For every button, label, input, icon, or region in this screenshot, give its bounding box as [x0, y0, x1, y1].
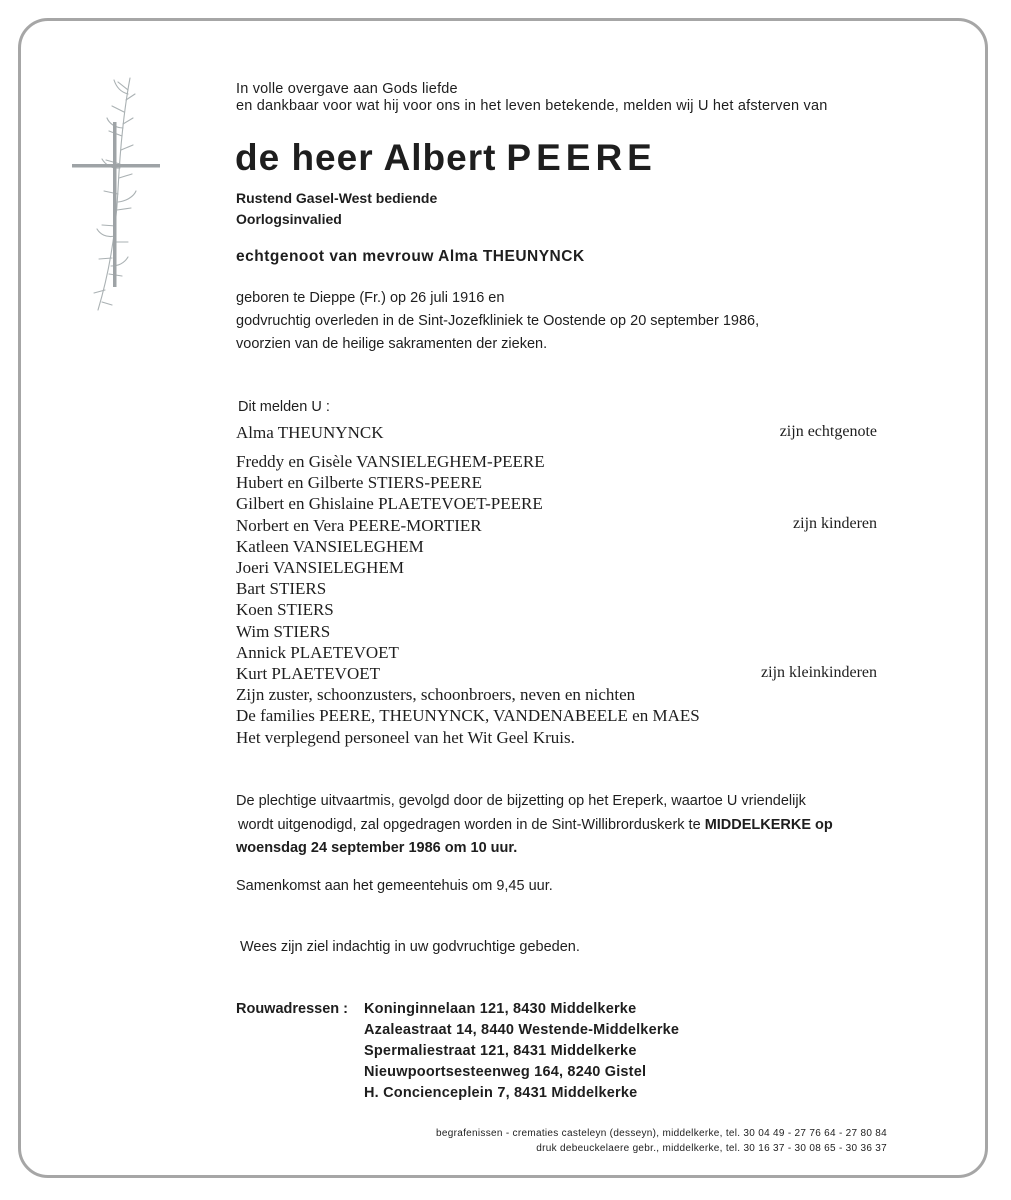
- funeral-line-2-text: wordt uitgenodigd, zal opgedragen worden in de Sint-Willibrorduskerk te: [238, 817, 701, 833]
- mourners-list: [236, 451, 700, 748]
- mourner-row: Het verplegend personeel van het Wit Geel Kruis.: [236, 727, 575, 747]
- spouse-name: Alma THEUNYNCK: [236, 423, 384, 442]
- gathering-line: Samenkomst aan het gemeentehuis om 9,45 uur.: [236, 878, 553, 894]
- funeral-line-1: De plechtige uitvaartmis, gevolgd door de bijzetting op het Ereperk, waartoe U vriendelijk: [236, 793, 806, 809]
- mourner-row: Hubert en Gilberte STIERS-PEERE: [236, 473, 482, 493]
- address-row: Nieuwpoortsesteenweg 164, 8240 Gistel: [364, 1064, 647, 1080]
- mourner-row: Katleen VANSIELEGHEM: [236, 536, 424, 556]
- funeral-line-2: [238, 814, 833, 837]
- footer-undertaker: begrafenissen - crematies casteleyn (desseyn), middelkerke, tel. 30 04 49 - 27 76 64 - 27 80 84: [436, 1128, 887, 1139]
- mourner-row: De families PEERE, THEUNYNCK, VANDENABEELE en MAES: [236, 706, 700, 726]
- prayer-line: Wees zijn ziel indachtig in uw godvruchtige gebeden.: [240, 939, 580, 955]
- deceased-surname: PEERE: [506, 137, 657, 178]
- cross-with-palm-icon: [62, 70, 172, 320]
- descriptor-2: Oorlogsinvalied: [236, 211, 342, 227]
- mourner-row: Zijn zuster, schoonzusters, schoonbroers, neven en nichten: [236, 685, 636, 705]
- mourner-row: Joeri VANSIELEGHEM: [236, 558, 404, 578]
- footer-printer: druk debeuckelaere gebr., middelkerke, tel. 30 16 37 - 30 08 65 - 30 36 37: [536, 1143, 887, 1154]
- address-row: H. Concienceplein 7, 8431 Middelkerke: [364, 1085, 638, 1101]
- funeral-place: MIDDELKERKE op: [704, 817, 833, 833]
- addresses-label: Rouwadressen :: [236, 1001, 348, 1017]
- deceased-prefix: de heer Albert: [235, 137, 497, 178]
- mourner-row: Bart STIERS: [236, 579, 327, 599]
- intro-line-2: en dankbaar voor wat hij voor ons in het leven betekende, melden wij U het afsterven van: [236, 98, 828, 114]
- life-line-1: geboren te Dieppe (Fr.) op 26 juli 1916 en: [236, 290, 505, 306]
- role-children: zijn kinderen: [793, 515, 877, 532]
- role-spouse: zijn echtgenote: [779, 423, 877, 440]
- life-line-3: voorzien van de heilige sakramenten der zieken.: [236, 336, 548, 352]
- address-row: Azaleastraat 14, 8440 Westende-Middelkerke: [364, 1022, 680, 1038]
- address-row: Koninginnelaan 121, 8430 Middelkerke: [364, 1001, 637, 1017]
- descriptor-1: Rustend Gasel-West bediende: [236, 190, 438, 206]
- role-grandchildren: zijn kleinkinderen: [761, 664, 877, 681]
- mourner-row: Kurt PLAETEVOET: [236, 664, 381, 684]
- funeral-date: woensdag 24 september 1986 om 10 uur.: [236, 840, 518, 856]
- deceased-name: [235, 137, 657, 179]
- mourner-row: Freddy en Gisèle VANSIELEGHEM-PEERE: [236, 452, 545, 471]
- intro-line-1: In volle overgave aan Gods liefde: [236, 81, 458, 97]
- mourner-row: Koen STIERS: [236, 600, 334, 620]
- address-row: Spermaliestraat 121, 8431 Middelkerke: [364, 1043, 637, 1059]
- addresses-list: [364, 999, 679, 1104]
- announcers-label: Dit melden U :: [238, 399, 330, 415]
- spouse-line: echtgenoot van mevrouw Alma THEUNYNCK: [236, 248, 585, 265]
- life-line-2: godvruchtig overleden in de Sint-Jozefkliniek te Oostende op 20 september 1986,: [236, 313, 760, 329]
- mourner-row: Annick PLAETEVOET: [236, 642, 399, 662]
- mourner-row: Gilbert en Ghislaine PLAETEVOET-PEERE: [236, 494, 543, 514]
- mourner-row: Wim STIERS: [236, 621, 331, 641]
- mourner-row: Norbert en Vera PEERE-MORTIER: [236, 515, 482, 535]
